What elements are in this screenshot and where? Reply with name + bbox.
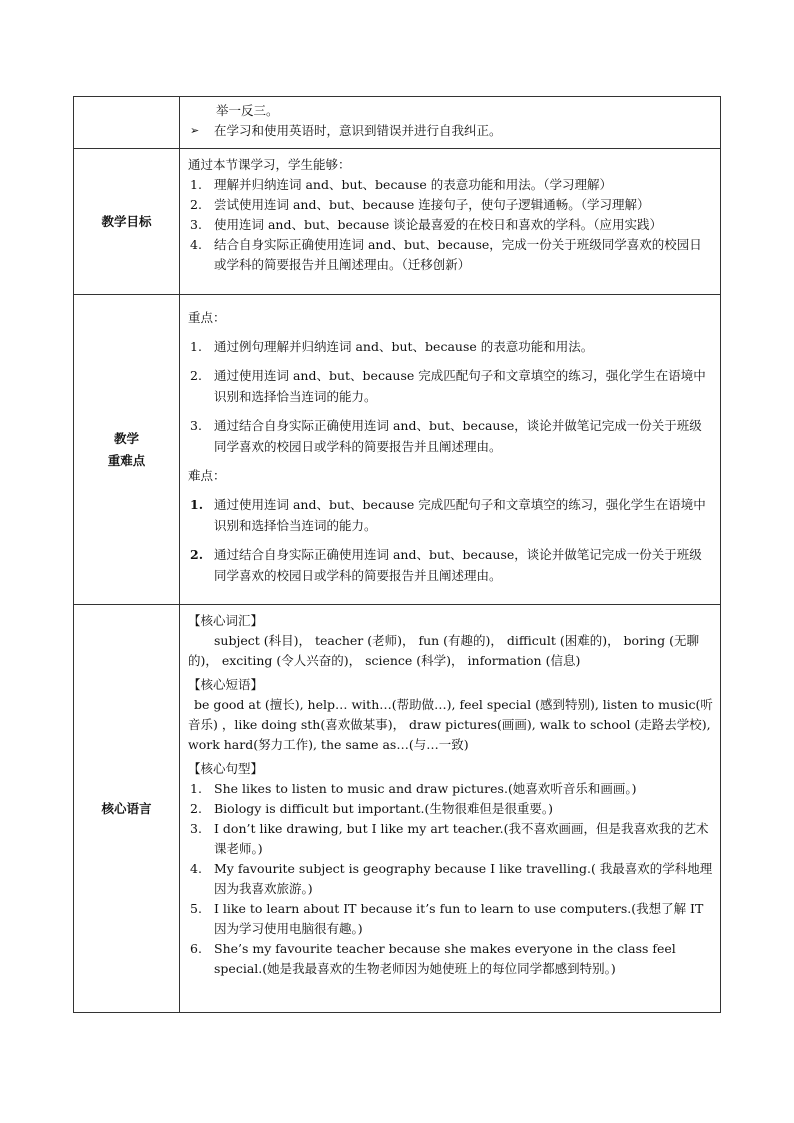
sentence-item — [188, 859, 714, 899]
item-text: 结合自身实际正确使用连词 and、but、because，完成一份关于班级同学喜欢的校园日或学科的简要报告并且阐述理由。（迁移创新） — [214, 237, 702, 272]
objectives-list — [188, 175, 714, 275]
item-number: 4. — [190, 237, 202, 252]
phrase-heading: 【核心短语】 — [188, 677, 264, 692]
objectives-intro: 通过本节课学习，学生能够： — [188, 157, 351, 172]
item-number: 2. — [190, 197, 202, 212]
item-number: 2. — [190, 547, 204, 562]
item-number: 2. — [190, 368, 202, 383]
item-number: 3. — [190, 418, 202, 433]
item-text: 通过使用连词 and、but、because 完成匹配句子和文章填空的练习，强化学生在语境中识别和选择恰当连词的能力。 — [214, 368, 706, 404]
item-text: 通过结合自身实际正确使用连词 and、but、because，谈论并做笔记完成一份关于班级同学喜欢的校园日或学科的简要报告并且阐述理由。 — [214, 418, 702, 454]
item-number: 2. — [190, 801, 202, 816]
difficulty-heading: 难点： — [188, 468, 226, 483]
objectives-row — [74, 149, 721, 295]
item-text: 理解并归纳连词 and、but、because 的表意功能和用法。（学习理解） — [214, 177, 612, 192]
difficulty-item — [188, 494, 714, 536]
sentence-item — [188, 819, 714, 859]
item-text: She’s my favourite teacher because she makes everyone in the class feel special.(她是我最喜欢的生物老师因为她使班上的每位同学都感到特别。) — [214, 941, 676, 976]
item-text: 尝试使用连词 and、but、because 连接句子，使句子逻辑通畅。（学习理解） — [214, 197, 650, 212]
objective-item — [188, 235, 714, 275]
key-points-label — [74, 295, 180, 605]
objectives-label: 教学目标 — [74, 149, 180, 295]
item-text: 通过例句理解并归纳连词 and、but、because 的表意功能和用法。 — [214, 339, 594, 354]
item-number: 6. — [190, 941, 202, 956]
item-text: She likes to listen to music and draw pictures.(她喜欢听音乐和画画。) — [214, 781, 637, 796]
objective-item — [188, 215, 714, 235]
sentence-item — [188, 899, 714, 939]
item-text: I like to learn about IT because it’s fun to learn to use computers.(我想了解 IT 因为学习使用电脑很有趣。) — [214, 901, 704, 936]
core-language-label: 核心语言 — [74, 605, 180, 1013]
objective-item — [188, 195, 714, 215]
continuation-text: 举一反三。 — [216, 103, 279, 118]
sentence-list — [188, 779, 714, 979]
difficulty-list — [188, 494, 714, 586]
item-text: 通过结合自身实际正确使用连词 and、but、because，谈论并做笔记完成一份关于班级同学喜欢的校园日或学科的简要报告并且阐述理由。 — [214, 547, 702, 583]
objective-item — [188, 175, 714, 195]
key-points-content — [180, 295, 721, 605]
self-correction-bullet — [188, 121, 714, 141]
core-language-row — [74, 605, 721, 1013]
key-points-label-line2: 重难点 — [107, 452, 146, 468]
vocab-text: subject (科目)， teacher (老师)， fun (有趣的)， difficult (困难的)， boring (无聊的)， exciting (令人兴奋的)， science (科学)， information (信息) — [188, 633, 699, 668]
sentence-item — [188, 799, 714, 819]
sentence-item — [188, 939, 714, 979]
objectives-content — [180, 149, 721, 295]
continuation-label-cell — [74, 97, 180, 149]
bullet-text: 在学习和使用英语时，意识到错误并进行自我纠正。 — [214, 123, 502, 138]
lesson-plan-table — [73, 96, 721, 1013]
sentence-heading: 【核心句型】 — [188, 761, 264, 776]
key-points-row — [74, 295, 721, 605]
item-text: I don’t like drawing, but I like my art teacher.(我不喜欢画画，但是我喜欢我的艺术课老师。) — [214, 821, 709, 856]
focus-item — [188, 336, 714, 357]
item-number: 3. — [190, 217, 202, 232]
focus-item — [188, 365, 714, 407]
item-text: My favourite subject is geography because I like travelling.( 我最喜欢的学科地理因为我喜欢旅游。) — [214, 861, 713, 896]
vocab-heading: 【核心词汇】 — [188, 613, 264, 628]
difficulty-item — [188, 544, 714, 586]
item-text: 使用连词 and、but、because 谈论最喜爱的在校日和喜欢的学科。（应用实践） — [214, 217, 662, 232]
item-number: 4. — [190, 861, 202, 876]
item-number: 3. — [190, 821, 202, 836]
sentence-item — [188, 779, 714, 799]
focus-heading: 重点： — [188, 310, 226, 325]
item-text: 通过使用连词 and、but、because 完成匹配句子和文章填空的练习，强化学生在语境中识别和选择恰当连词的能力。 — [214, 497, 706, 533]
focus-item — [188, 415, 714, 457]
item-number: 5. — [190, 901, 202, 916]
item-number: 1. — [190, 177, 202, 192]
focus-list — [188, 336, 714, 457]
core-language-content — [180, 605, 721, 1013]
continuation-row — [74, 97, 721, 149]
item-text: Biology is difficult but important.(生物很难但是很重要。) — [214, 801, 554, 816]
arrow-bullet-icon: ➢ — [190, 124, 200, 137]
phrase-text: be good at (擅长), help… with…(帮助做…), feel special (感到特别), listen to music(听音乐) ，like doing sth(喜欢做某事)， draw pictures(画画), walk to school (走路去学校), work hard(努力工作), the same as…(与…一致) — [188, 697, 713, 752]
item-number: 1. — [190, 781, 202, 796]
item-number: 1. — [190, 339, 202, 354]
item-number: 1. — [190, 497, 204, 512]
key-points-label-line1: 教学 — [113, 430, 139, 446]
continuation-content-cell — [180, 97, 721, 149]
